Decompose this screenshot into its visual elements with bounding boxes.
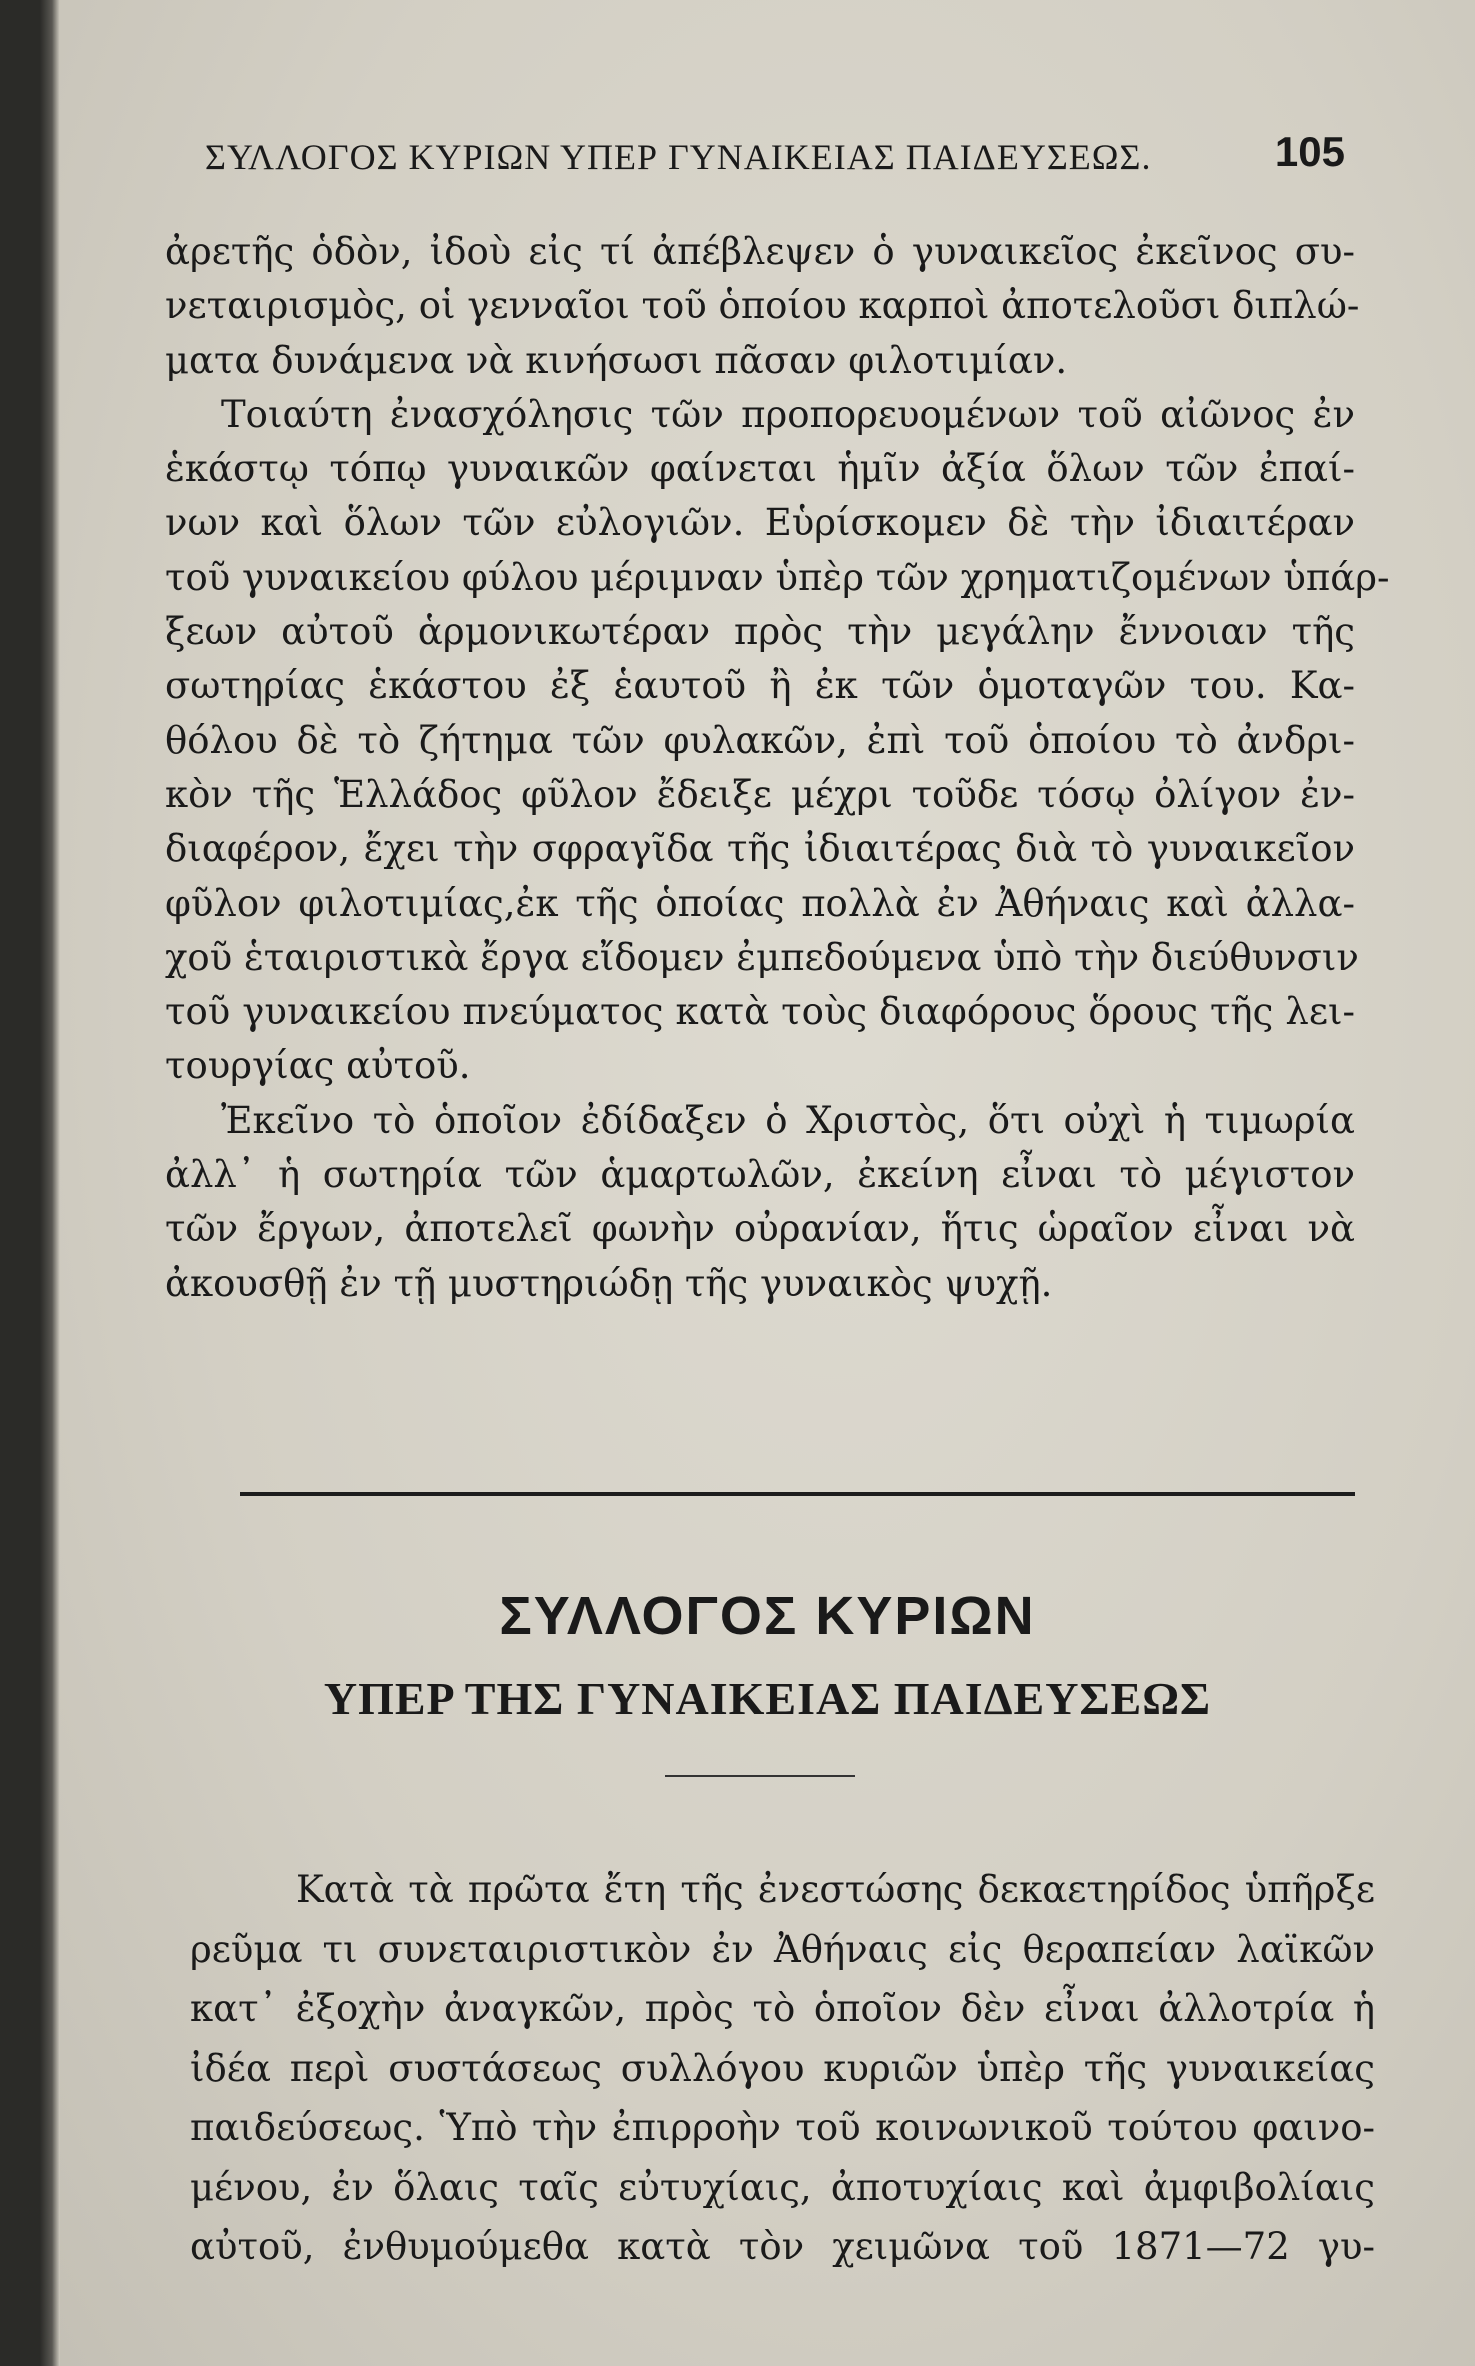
- section-heading-line-2: ΥΠΕΡ ΤΗΣ ΓΥΝΑΙΚΕΙΑΣ ΠΑΙΔΕΥΣΕΩΣ: [323, 1673, 1212, 1724]
- text-line: Τοιαύτη ἐνασχόλησις τῶν προπορευομένων τοῦ αἰῶνος ἐν: [221, 392, 1355, 436]
- text-line: νεταιρισμὸς, οἱ γενναῖοι τοῦ ὁποίου καρποὶ ἀποτελοῦσι διπλώ-: [165, 284, 1360, 328]
- text-line: ξεων αὐτοῦ ἁρμονικωτέραν πρὸς τὴν μεγάλην ἔννοιαν τῆς: [165, 610, 1355, 654]
- text-line: διαφέρον, ἔχει τὴν σφραγῖδα τῆς ἰδιαιτέρας διὰ τὸ γυναικεῖον: [165, 827, 1355, 871]
- text-line: παιδεύσεως. Ὑπὸ τὴν ἐπιρροὴν τοῦ κοινωνικοῦ τούτου φαινο-: [190, 2106, 1375, 2149]
- book-page: [60, 0, 1475, 2366]
- text-line: σωτηρίας ἑκάστου ἐξ ἑαυτοῦ ἢ ἐκ τῶν ὁμοταγῶν του. Κα-: [165, 664, 1355, 708]
- text-line: τοῦ γυναικείου φύλου μέριμναν ὑπὲρ τῶν χρηματιζομένων ὑπάρ-: [165, 555, 1390, 599]
- text-line: φῦλον φιλοτιμίας,ἐκ τῆς ὁποίας πολλὰ ἐν Ἀθήναις καὶ ἀλλα-: [165, 881, 1355, 925]
- text-line: Κατὰ τὰ πρῶτα ἔτη τῆς ἐνεστώσης δεκαετηρίδος ὑπῆρξε: [296, 1868, 1375, 1911]
- section-heading-line-1: ΣΥΛΛΟΓΟΣ ΚΥΡΙΩΝ: [499, 1586, 1036, 1646]
- text-line: τῶν ἔργων, ἀποτελεῖ φωνὴν οὐρανίαν, ἥτις ὡραῖον εἶναι νὰ: [165, 1207, 1355, 1251]
- running-head: [205, 128, 1345, 188]
- text-line: νων καὶ ὅλων τῶν εὐλογιῶν. Εὑρίσκομεν δὲ τὴν ἰδιαιτέραν: [165, 501, 1355, 545]
- text-line: ἀκουσθῇ ἐν τῇ μυστηριώδῃ τῆς γυναικὸς ψυχῇ.: [165, 1261, 1053, 1305]
- continued-paragraph: [165, 225, 1390, 1311]
- running-title: ΣΥΛΛΟΓΟΣ ΚΥΡΙΩΝ ΥΠΕΡ ΓΥΝΑΙΚΕΙΑΣ ΠΑΙΔΕΥΣΕΩΣ.: [205, 137, 1152, 177]
- heading-underline: [665, 1775, 855, 1777]
- text-line: ρεῦμα τι συνεταιριστικὸν ἐν Ἀθήναις εἰς θεραπείαν λαϊκῶν: [190, 1927, 1375, 1971]
- text-line: ἀρετῆς ὁδὸν, ἰδοὺ εἰς τί ἀπέβλεψεν ὁ γυναικεῖος ἐκεῖνος συ-: [165, 230, 1355, 273]
- page-number: 105: [1274, 128, 1345, 175]
- text-line: τουργίας αὐτοῦ.: [165, 1044, 471, 1088]
- text-line: Ἐκεῖνο τὸ ὁποῖον ἐδίδαξεν ὁ Χριστὸς, ὅτι οὐχὶ ἡ τιμωρία: [221, 1098, 1355, 1142]
- text-line: κὸν τῆς Ἑλλάδος φῦλον ἔδειξε μέχρι τοῦδε τόσῳ ὀλίγον ἐν-: [165, 772, 1355, 816]
- text-line: ἑκάστῳ τόπῳ γυναικῶν φαίνεται ἡμῖν ἀξία ὅλων τῶν ἐπαί-: [165, 447, 1355, 491]
- text-line: τοῦ γυναικείου πνεύματος κατὰ τοὺς διαφόρους ὅρους τῆς λει-: [165, 990, 1355, 1034]
- text-line: θόλου δὲ τὸ ζήτημα τῶν φυλακῶν, ἐπὶ τοῦ ὁποίου τὸ ἀνδρι-: [165, 718, 1355, 762]
- text-line: κατ᾽ ἐξοχὴν ἀναγκῶν, πρὸς τὸ ὁποῖον δὲν εἶναι ἀλλοτρία ἡ: [190, 1987, 1375, 2030]
- text-line: ματα δυνάμενα νὰ κινήσωσι πᾶσαν φιλοτιμίαν.: [165, 338, 1068, 382]
- text-line: μένου, ἐν ὅλαις ταῖς εὐτυχίαις, ἀποτυχίαις καὶ ἀμφιβολίαις: [190, 2165, 1375, 2209]
- text-line: χοῦ ἑταιριστικὰ ἔργα εἴδομεν ἐμπεδούμενα ὑπὸ τὴν διεύθυνσιν: [165, 935, 1359, 979]
- section-divider: [240, 1492, 1355, 1496]
- book-binding-shadow: [0, 0, 60, 2366]
- text-line: ἀλλ᾽ ἡ σωτηρία τῶν ἁμαρτωλῶν, ἐκείνη εἶναι τὸ μέγιστον: [165, 1153, 1355, 1197]
- text-line: αὐτοῦ, ἐνθυμούμεθα κατὰ τὸν χειμῶνα τοῦ 1871—72 γυ-: [190, 2225, 1375, 2268]
- text-line: ἰδέα περὶ συστάσεως συλλόγου κυριῶν ὑπὲρ τῆς γυναικείας: [190, 2046, 1375, 2090]
- section-paragraph: [190, 1860, 1375, 2277]
